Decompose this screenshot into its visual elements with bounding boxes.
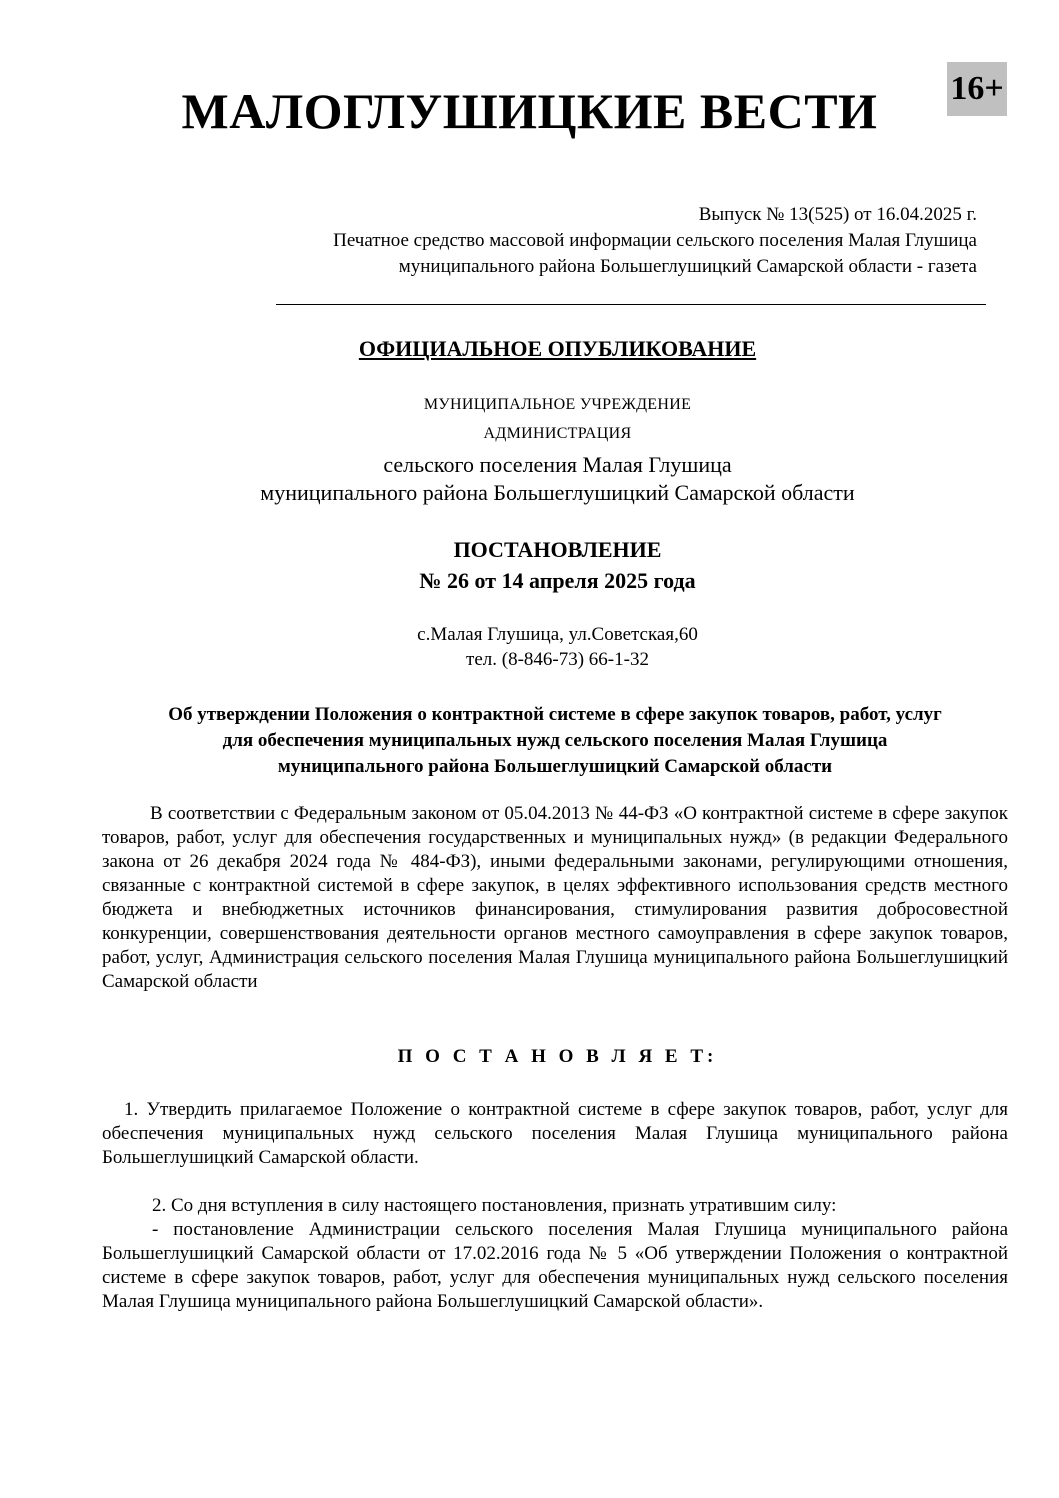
issue-info — [333, 202, 977, 280]
item-2-paragraph: 2. Со дня вступления в силу настоящего постановления, признать утратившим силу: — [152, 1195, 837, 1216]
item-2-sub-paragraph: - постановление Администрации сельского поселения Малая Глушица муниципального района Большеглушицкий Самарской области от 17.02.2016 года № 5 «Об утверждении Положения о контрактной системе в сфере закупок товаров, работ, услуг для обеспечения муниципальных нужд сельского поселения Малая Глушица муниципального района Большеглушицкий Самарской области». — [102, 1219, 1008, 1312]
header-divider — [276, 304, 986, 305]
district-name: муниципального района Большеглушицкий Самарской области — [260, 480, 855, 505]
org-name: АДМИНИСТРАЦИЯ — [483, 425, 632, 442]
phone: тел. (8-846-73) 66-1-32 — [466, 649, 649, 670]
age-rating-badge: 16+ — [947, 62, 1007, 116]
official-publication-heading: ОФИЦИАЛЬНОЕ ОПУБЛИКОВАНИЕ — [358, 336, 757, 361]
org-type: МУНИЦИПАЛЬНОЕ УЧРЕЖДЕНИЕ — [423, 396, 692, 413]
subject-line: Об утверждении Положения о контрактной системе в сфере закупок товаров, работ, услуг — [168, 704, 942, 725]
settlement-name: сельского поселения Малая Глушица — [383, 452, 732, 477]
subject-line: муниципального района Большеглушицкий Самарской области — [277, 756, 833, 777]
address: с.Малая Глушица, ул.Советская,60 — [417, 624, 698, 645]
subject-line: для обеспечения муниципальных нужд сельского поселения Малая Глушица — [222, 730, 888, 751]
resolution-title: ПОСТАНОВЛЕНИЕ — [453, 537, 662, 562]
item-1-paragraph: 1. Утвердить прилагаемое Положение о контрактной системе в сфере закупок товаров, работ, услуг для обеспечения муниципальных нужд сельского поселения Малая Глушица муниципального района Большеглушицкий Самарской области. — [102, 1099, 1008, 1168]
newspaper-title: МАЛОГЛУШИЦКИЕ ВЕСТИ — [181, 83, 878, 139]
resolution-number: № 26 от 14 апреля 2025 года — [419, 568, 696, 593]
resolution-subject — [100, 702, 1010, 780]
issue-number: Выпуск № 13(525) от 16.04.2025 г. — [698, 204, 977, 225]
preamble-paragraph: В соответствии с Федеральным законом от 05.04.2013 № 44-ФЗ «О контрактной системе в сфере закупок товаров, работ, услуг для обеспечения государственных и муниципальных нужд» (в редакции Федерального закона от 26 декабря 2024 года № 484-ФЗ), иными федеральными законами, регулирующими отношения, связанные с контрактной системой в сфере закупок, в целях эффективного использования средств местного бюджета и внебюджетных источников финансирования, стимулирования развития добросовестной конкуренции, совершенствования деятельности органов местного самоуправления в сфере закупок товаров, работ, услуг, Администрация сельского поселения Малая Глушица муниципального района Большеглушицкий Самарской области — [102, 803, 1008, 992]
publisher-line-2: муниципального района Большеглушицкий Самарской области - газета — [398, 256, 977, 277]
publisher-line: Печатное средство массовой информации сельского поселения Малая Глушица — [333, 230, 977, 251]
decree-heading: П О С Т А Н О В Л Я Е Т: — [397, 1046, 718, 1067]
